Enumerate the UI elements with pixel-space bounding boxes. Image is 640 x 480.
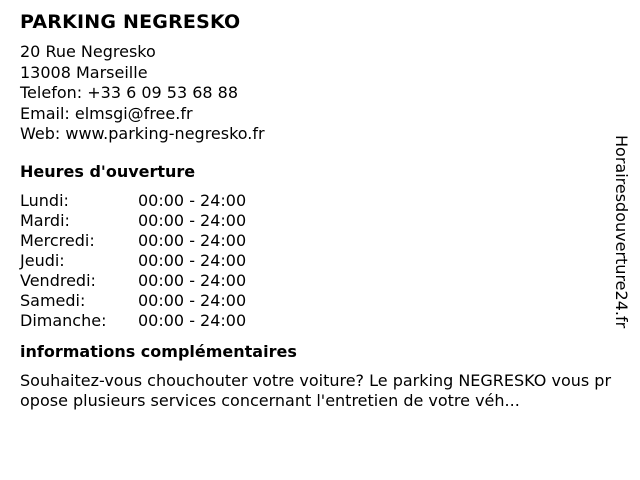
hours-table: [20, 191, 610, 331]
contact-block: [20, 42, 610, 145]
info-description: Souhaitez-vous chouchouter votre voiture? Le parking NEGRESKO vous propose plusieurs services concernant l'entretien de votre véh...: [20, 370, 612, 410]
email-line: Email: elmsgi@free.fr: [20, 103, 193, 123]
hours-day: Lundi:: [20, 190, 69, 210]
hours-row: [20, 291, 610, 311]
hours-time: 00:00 - 24:00: [138, 210, 247, 230]
hours-time: 00:00 - 24:00: [138, 290, 247, 310]
hours-time: 00:00 - 24:00: [138, 190, 247, 210]
hours-row: [20, 271, 610, 291]
hours-row: [20, 251, 610, 271]
hours-heading: Heures d'ouverture: [20, 161, 196, 181]
business-card: [20, 10, 610, 412]
hours-time: 00:00 - 24:00: [138, 310, 247, 330]
info-heading: informations complémentaires: [20, 341, 297, 361]
hours-day: Mercredi:: [20, 230, 95, 250]
hours-day: Mardi:: [20, 210, 70, 230]
address-city: 13008 Marseille: [20, 62, 148, 82]
hours-time: 00:00 - 24:00: [138, 230, 247, 250]
hours-day: Jeudi:: [20, 250, 65, 270]
phone-line: Telefon: +33 6 09 53 68 88: [20, 83, 239, 102]
hours-row: [20, 231, 610, 251]
hours-day: Vendredi:: [20, 270, 96, 290]
hours-row: [20, 211, 610, 231]
hours-row: [20, 191, 610, 211]
hours-row: [20, 311, 610, 331]
hours-time: 00:00 - 24:00: [138, 250, 247, 270]
business-name: PARKING NEGRESKO: [20, 11, 241, 33]
hours-day: Samedi:: [20, 290, 86, 310]
website-line: Web: www.parking-negresko.fr: [20, 124, 265, 143]
side-brand-text: Horairesdouverture24.fr: [612, 135, 631, 329]
hours-time: 00:00 - 24:00: [138, 270, 247, 290]
address-street: 20 Rue Negresko: [20, 42, 156, 61]
hours-day: Dimanche:: [20, 310, 107, 330]
